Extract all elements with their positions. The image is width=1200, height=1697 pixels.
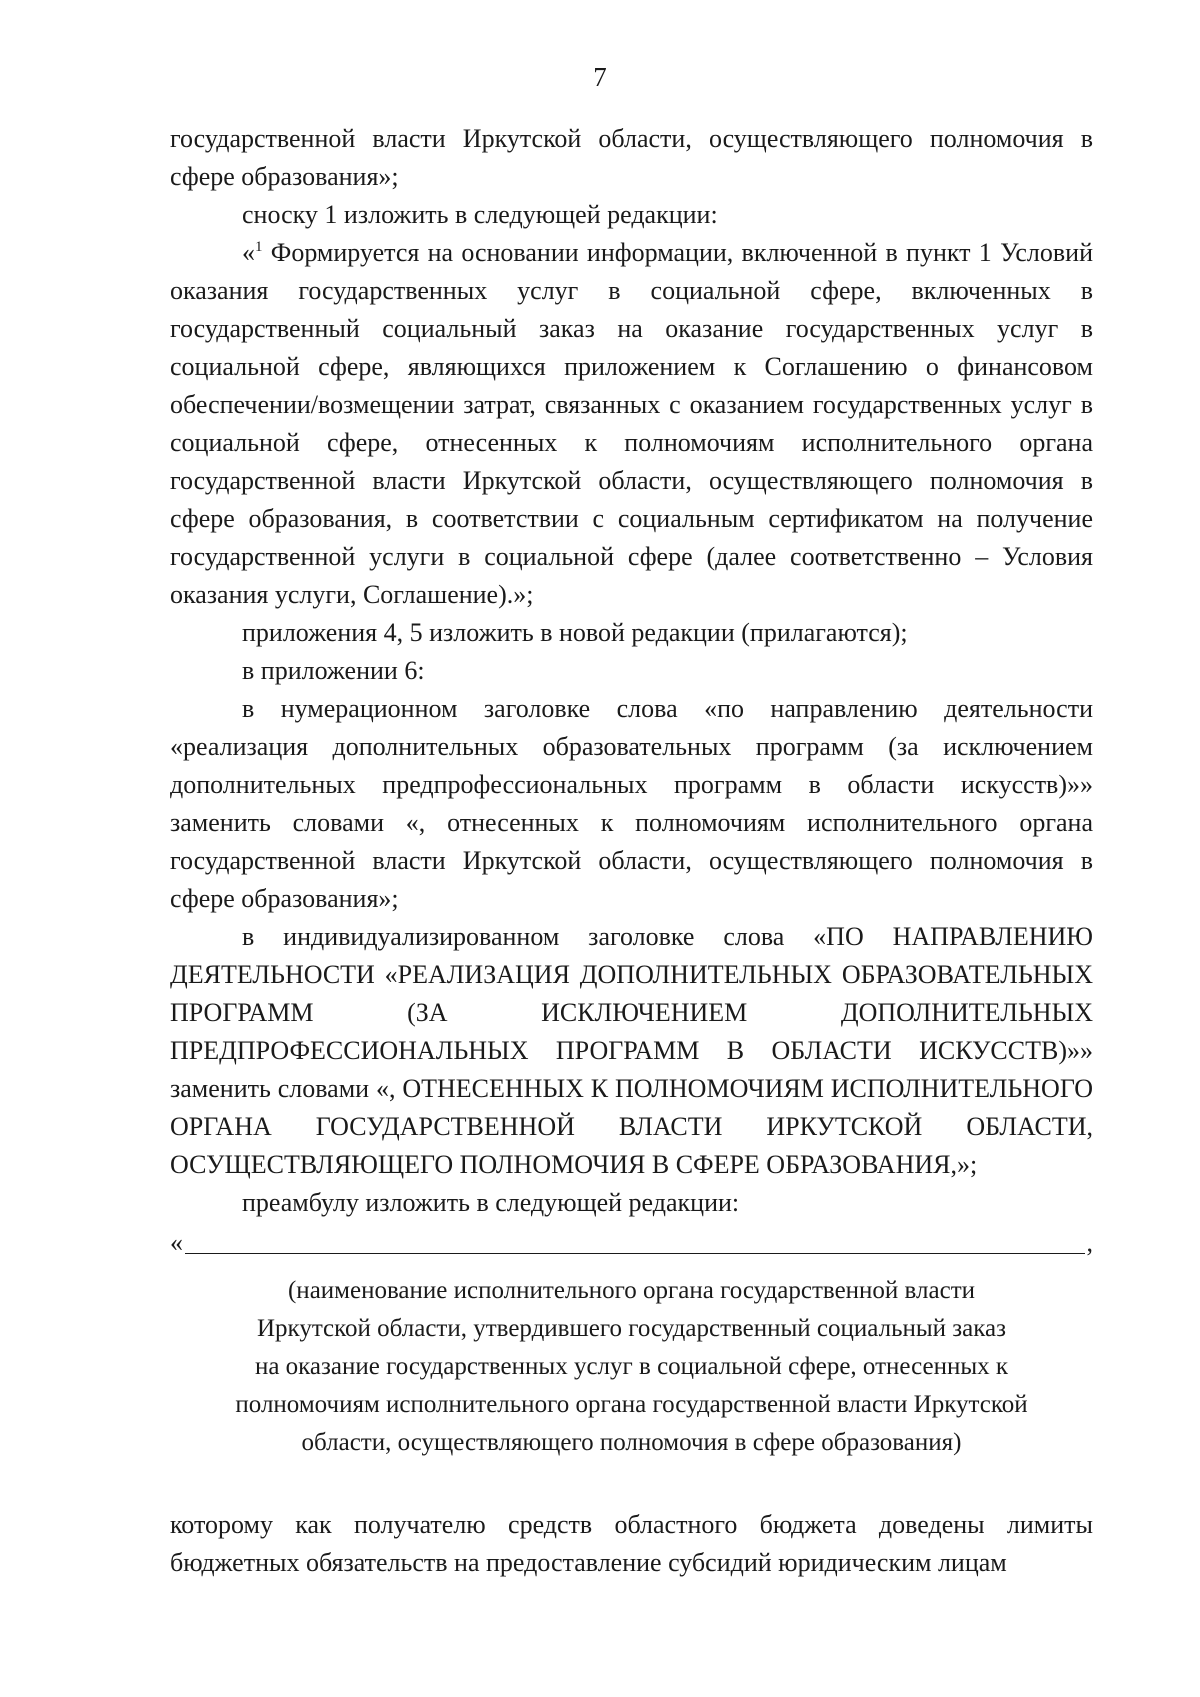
- paragraph-appendices: приложения 4, 5 изложить в новой редакции (прилагаются);: [242, 618, 908, 647]
- paragraph-appendix-6: в приложении 6:: [242, 656, 425, 685]
- form-fill-line: [170, 1224, 1093, 1262]
- form-caption: [170, 1272, 1093, 1462]
- form-open-quote: «: [170, 1228, 183, 1257]
- form-close-comma: ,: [1086, 1228, 1093, 1257]
- page-number: 7: [593, 62, 607, 92]
- paragraph-preamble: преамбулу изложить в следующей редакции:: [242, 1188, 740, 1217]
- paragraph-after-caption: которому как получателю средств областного бюджета доведены лимиты бюджетных обязательств на предоставление субсидий юридическим лицам: [170, 1510, 1093, 1577]
- paragraph-footnote-instruction: сноску 1 изложить в следующей редакции:: [242, 200, 718, 229]
- caption-line: полномочиям исполнительного органа государственной власти Иркутской: [235, 1391, 1028, 1418]
- caption-line: (наименование исполнительного органа государственной власти: [287, 1277, 975, 1304]
- caption-line: области, осуществляющего полномочия в сфере образования): [301, 1429, 962, 1456]
- footnote-body: Формируется на основании информации, включенной в пункт 1 Условий оказания государственных услуг в социальной сфере, включенных в государственный социальный заказ на оказание государственных услуг в социальной сфере, являющихся приложением к Соглашению о финансовом обеспечении/возмещении затрат, связанных с оказанием государственных услуг в социальной сфере, отнесенных к полномочиям исполнительного органа государственной власти Иркутской области, осуществляющего полномочия в сфере образования, в соответствии с социальным сертификатом на получение государственной услуги в социальной сфере (далее соответственно – Условия оказания услуги, Соглашение).»;: [170, 238, 1093, 609]
- paragraph-footnote-text: [170, 234, 1093, 614]
- paragraph-numbered-heading: в нумерационном заголовке слова «по направлению деятельности «реализация дополнительных образовательных программ (за исключением дополнительных предпрофессиональных программ в области искусств)»» заменить словами «, отнесенных к полномочиям исполнительного органа государственной власти Иркутской области, осуществляющего полномочия в сфере образования»;: [170, 694, 1093, 913]
- paragraph-individual-heading: в индивидуализированном заголовке слова «ПО НАПРАВЛЕНИЮ ДЕЯТЕЛЬНОСТИ «РЕАЛИЗАЦИЯ ДОПОЛНИТЕЛЬНЫХ ОБРАЗОВАТЕЛЬНЫХ ПРОГРАММ (ЗА ИСКЛЮЧЕНИЕМ ДОПОЛНИТЕЛЬНЫХ ПРЕДПРОФЕССИОНАЛЬНЫХ ПРОГРАММ В ОБЛАСТИ ИСКУССТВ)»» заменить словами «, ОТНЕСЕННЫХ К ПОЛНОМОЧИЯМ ИСПОЛНИТЕЛЬНОГО ОРГАНА ГОСУДАРСТВЕННОЙ ВЛАСТИ ИРКУТСКОЙ ОБЛАСТИ, ОСУЩЕСТВЛЯЮЩЕГО ПОЛНОМОЧИЯ В СФЕРЕ ОБРАЗОВАНИЯ,»;: [170, 922, 1093, 1179]
- footnote-marker: 1: [255, 239, 263, 255]
- document-body: [170, 120, 1093, 1582]
- caption-line: Иркутской области, утвердившего государственный социальный заказ: [256, 1315, 1006, 1342]
- form-blank-underline: [185, 1253, 1085, 1254]
- footnote-open-quote: «: [242, 238, 255, 267]
- caption-line: на оказание государственных услуг в социальной сфере, отнесенных к: [254, 1353, 1009, 1380]
- paragraph-continuation: государственной власти Иркутской области, осуществляющего полномочия в сфере образования»;: [170, 124, 1093, 191]
